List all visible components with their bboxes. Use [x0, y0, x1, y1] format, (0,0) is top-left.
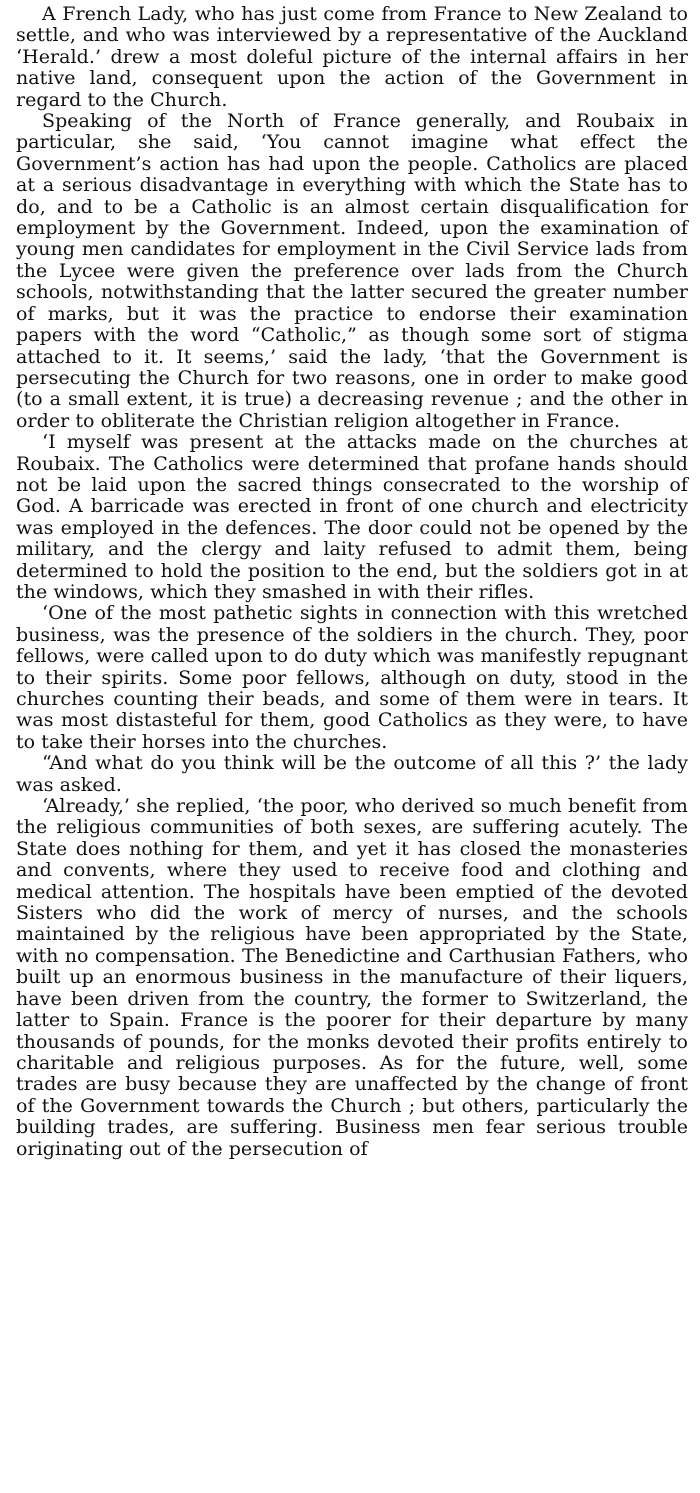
paragraph-north-of-france: Speaking of the North of France generally, and Roubaix in particular, she said, ‘You cannot imagine what effect the Government’s action has had upon the people. Catholics are placed at a serious disadvantage in everything with which the State has to do, and to be a Catholic is an almost certain disqualification for employment by the Government. Indeed, upon the examination of young men candidates for employment in the Civil Service lads from the Lycee were given the preference over lads from the Church schools, notwithstanding that the latter secured the greater number of marks, but it was the practice to endorse their examination papers with the word “Catholic,” as though some sort of stigma attached to it. It seems,’ said the lady, ‘that the Government is persecuting the Church for two reasons, one in order to make good (to a small extent, it is true) a decreasing revenue ; and the other in order to obliterate the Christian religion altogether in France. — [16, 110, 688, 432]
paragraph-attacks-roubaix: ‘I myself was present at the attacks made on the churches at Roubaix. The Catholics were determined that profane hands should not be laid upon the sacred things consecrated to the worship of God. A barricade was erected in front of one church and electricity was employed in the defences. The door could not be opened by the military, and the clergy and laity refused to admit them, being determined to hold the position to the end, but the soldiers got in at the windows, which they smashed in with their rifles. — [16, 431, 688, 603]
paragraph-question-outcome: “And what do you think will be the outcome of all this ?’ the lady was asked. — [16, 752, 688, 796]
paragraph-soldiers-in-church: ‘One of the most pathetic sights in connection with this wretched business, was the presence of the soldiers in the church. They, poor fellows, were called upon to do duty which was manifestly repugnant to their spirits. Some poor fellows, although on duty, stood in the churches counting their beads, and some of them were in tears. It was most distasteful for them, good Catholics as they were, to have to take their horses into the churches. — [16, 602, 688, 753]
paragraph-already-reply: ‘Already,’ she replied, ‘the poor, who derived so much benefit from the religious communities of both sexes, are suffering acutely. The State does nothing for them, and yet it has closed the monasteries and convents, where they used to receive food and clothing and medical attention. The hospitals have been emptied of the devoted Sisters who did the work of mercy of nurses, and the schools maintained by the religious have been appropriated by the State, with no compensation. The Benedictine and Carthusian Fathers, who built up an enormous business in the manufacture of their liquers, have been driven from the country, the former to Switzerland, the latter to Spain. France is the poorer for their departure by many thousands of pounds, for the monks devoted their profits entirely to charitable and religious purposes. As for the future, well, some trades are busy because they are unaffected by the change of front of the Government towards the Church ; but others, particularly the building trades, are suffering. Business men fear serious trouble originating out of the persecution of — [16, 795, 688, 1160]
paragraph-french-lady-intro: A French Lady, who has just come from France to New Zealand to settle, and who was interviewed by a representative of the Auckland ‘Herald.’ drew a most doleful picture of the internal affairs in her native land, consequent upon the action of the Government in regard to the Church. — [16, 3, 688, 111]
